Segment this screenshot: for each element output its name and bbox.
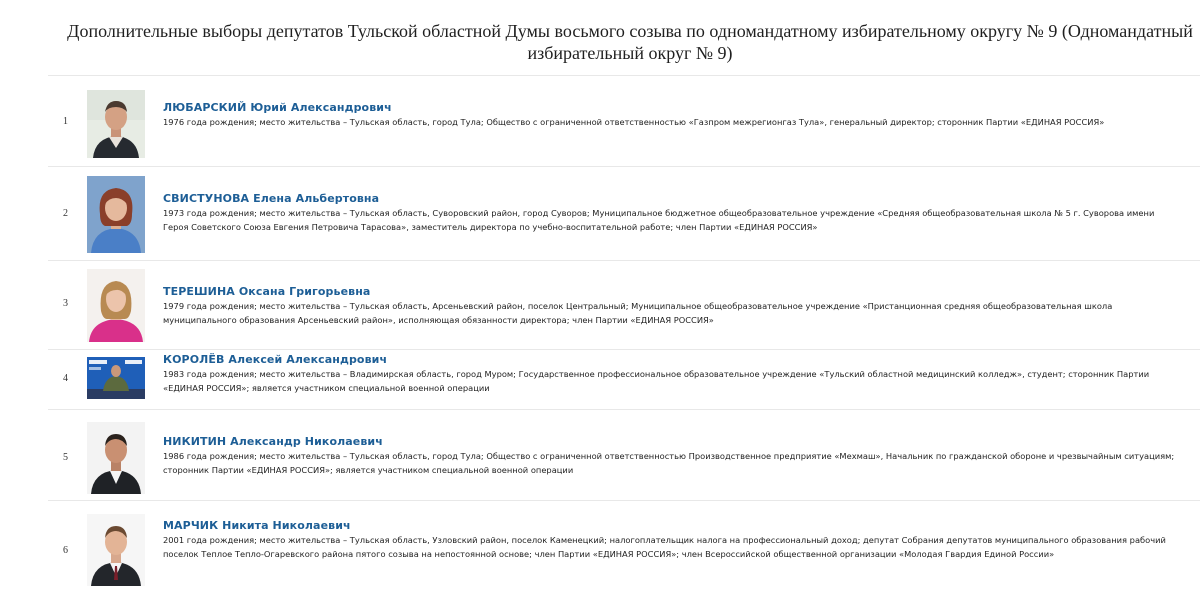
candidate-number: 4 — [63, 373, 68, 384]
candidate-name: ТЕРЕШИНА Оксана Григорьевна — [163, 285, 371, 298]
candidate-name: ЛЮБАРСКИЙ Юрий Александрович — [163, 101, 392, 114]
candidate-row — [48, 166, 1200, 260]
candidate-description: 1973 года рождения; место жительства – Тульская область, Суворовский район, город Суворов; Муниципальное бюджетное общеобразовательное учреждение «Средняя общеобразовательная школа № 5 г. Суворова имени Героя Советского Союза Евгения Петровича Тарасова», заместитель директора по учебно-воспитательной работе; член Партии «ЕДИНАЯ РОССИЯ» — [163, 208, 1155, 232]
candidate-photo — [87, 422, 145, 494]
candidate-row — [48, 349, 1200, 409]
candidate-row — [48, 409, 1200, 500]
candidate-name: СВИСТУНОВА Елена Альбертовна — [163, 192, 380, 205]
candidate-name: МАРЧИК Никита Николаевич — [163, 519, 351, 532]
candidate-name: КОРОЛЁВ Алексей Александрович — [163, 353, 388, 366]
candidate-number: 2 — [63, 208, 68, 219]
candidate-description: 1983 года рождения; место жительства – Владимирская область, город Муром; Государственное профессиональное образовательное учреждение «Тульский областной медицинский колледж», студент; сторонник Партии «ЕДИНАЯ РОССИЯ»; является участником специальной военной операции — [163, 369, 1150, 393]
candidate-number: 3 — [63, 298, 68, 309]
candidate-photo — [87, 514, 145, 586]
candidate-name: НИКИТИН Александр Николаевич — [163, 435, 383, 448]
candidate-photo — [87, 269, 145, 342]
candidate-photo — [87, 357, 145, 399]
candidate-number: 1 — [63, 116, 68, 127]
candidate-description: 2001 года рождения; место жительства – Тульская область, Узловский район, поселок Каменецкий; налогоплательщик налога на профессиональный доход; депутат Собрания депутатов муниципального образования рабочий поселок Теплое Тепло-Огаревского района пятого созыва на непостоянной основе; член Партии «ЕДИНАЯ РОССИЯ»; член Всероссийской общественной организации «Молодая Гвардия Единой России» — [163, 535, 1166, 559]
page-title: Дополнительные выборы депутатов Тульской областной Думы восьмого созыва по одномандатному избирательному округу № 9 (Одномандатный избирательный округ № 9) — [67, 21, 1193, 63]
candidate-number: 5 — [63, 452, 68, 463]
candidate-photo — [87, 90, 145, 158]
candidate-photo — [87, 176, 145, 253]
candidate-row — [48, 260, 1200, 349]
candidate-description: 1986 года рождения; место жительства – Тульская область, город Тула; Общество с ограниченной ответственностью Производственное предприятие «Мехмаш», Начальник по гражданской обороне и чрезвычайным ситуациям; сторонник Партии «ЕДИНАЯ РОССИЯ»; является участником специальной военной операции — [163, 451, 1175, 475]
candidate-list — [48, 75, 1200, 597]
candidate-description: 1976 года рождения; место жительства – Тульская область, город Тула; Общество с ограниченной ответственностью «Газпром межрегионгаз Тула», генеральный директор; сторонник Партии «ЕДИНАЯ РОССИЯ» — [163, 117, 1105, 127]
candidate-number: 6 — [63, 545, 68, 556]
candidate-description: 1979 года рождения; место жительства – Тульская область, Арсеньевский район, поселок Центральный; Муниципальное общеобразовательное учреждение «Пристанционная средняя общеобразовательная школа муниципального образования Арсеньевский район», исполняющая обязанности директора; член Партии «ЕДИНАЯ РОССИЯ» — [163, 301, 1113, 325]
candidate-row — [48, 75, 1200, 166]
candidate-row — [48, 500, 1200, 597]
